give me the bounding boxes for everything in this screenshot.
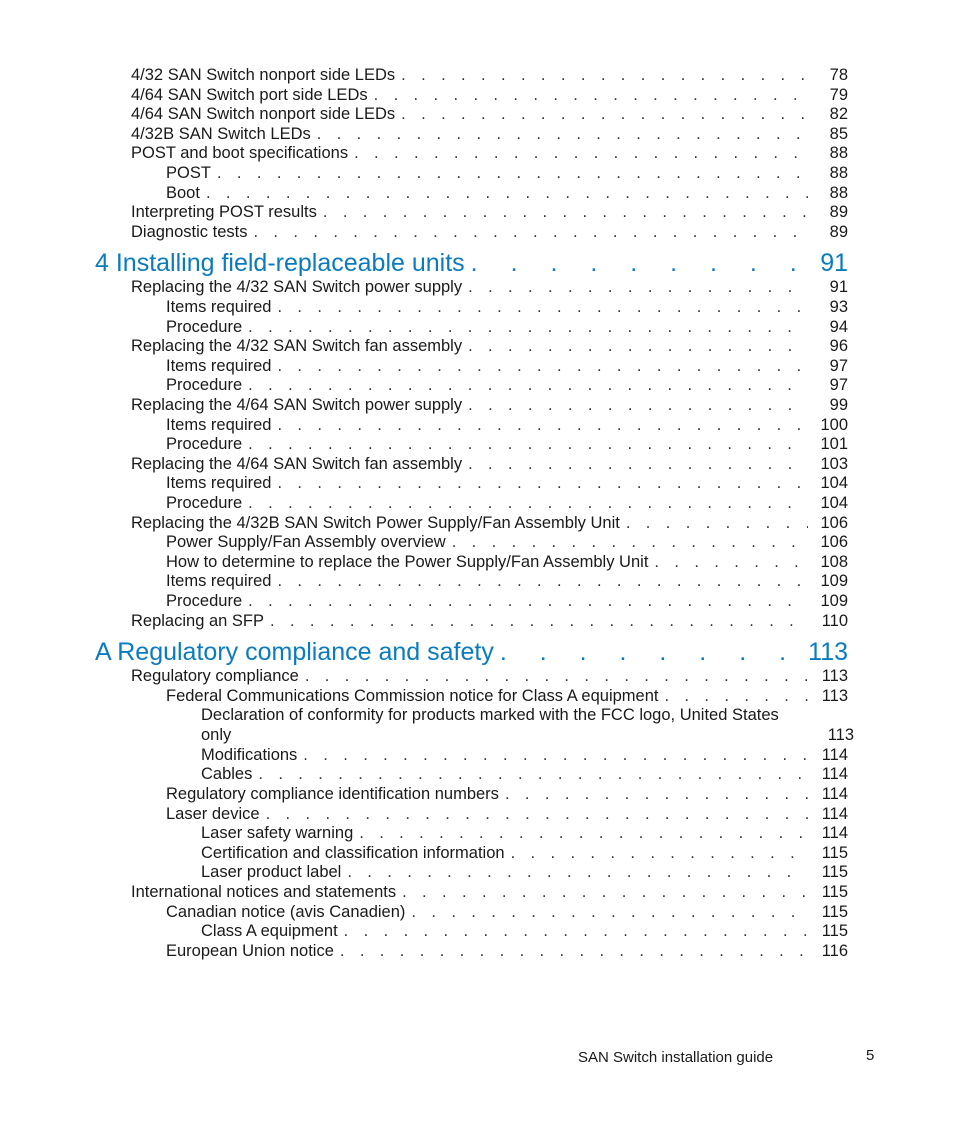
toc-entry[interactable] [166,493,848,513]
toc-entry[interactable] [131,124,848,144]
toc-entry-page: 115 [821,843,848,862]
toc-entry-page: 113 [827,726,854,745]
toc-dot-leader [626,513,808,533]
toc-entry-page: 79 [829,85,848,104]
toc-entry-title: Laser safety warning [201,824,354,843]
toc-entry-title: Cables [201,765,253,784]
toc-entry-title: Replacing the 4/32 SAN Switch fan assembly [131,337,463,356]
toc-entry-title: Boot [166,183,200,202]
toc-entry[interactable] [131,454,848,474]
toc-entry[interactable] [131,65,848,85]
toc-entry[interactable] [131,202,848,222]
toc-dot-leader [468,277,808,297]
toc-entry-page: 113 [821,667,848,686]
toc-dot-leader [248,493,808,513]
toc-entry[interactable] [201,823,848,843]
toc-entry-title: Items required [166,415,272,434]
toc-entry-page: 99 [829,396,848,414]
toc-entry-title: Replacing the 4/64 SAN Switch power supply [131,396,463,414]
toc-entry-page: 104 [820,494,848,512]
toc-entry-title: Replacing the 4/32B SAN Switch Power Supply/Fan Assembly Unit [131,513,620,532]
toc-entry[interactable] [131,395,848,415]
toc-dot-leader [258,764,808,784]
toc-entry-title: Replacing an SFP [131,611,264,630]
toc-dot-leader [277,415,808,435]
toc-dot-leader [248,317,808,337]
toc-dot-leader [359,823,808,843]
toc-entry[interactable] [201,843,848,863]
toc-entry-page: 78 [829,66,848,84]
toc-entry-page: 97 [829,356,848,375]
toc-dot-leader [471,247,800,279]
toc-dot-leader [303,745,808,765]
toc-entry[interactable] [166,375,848,395]
toc-entry[interactable] [131,513,848,533]
toc-entry-page: 115 [821,863,848,882]
toc-entry-page: 96 [829,337,848,356]
toc-entry[interactable] [166,532,848,552]
toc-entry-title: Federal Communications Commission notice for Class A equipment [166,686,659,705]
toc-dot-leader [347,862,808,882]
toc-dot-leader [323,202,808,222]
toc-chapter-entry[interactable] [95,636,848,668]
toc-entry-page: 88 [829,183,848,202]
toc-entry[interactable] [131,143,848,163]
toc-dot-leader [500,636,800,668]
toc-entry-title: Procedure [166,376,243,395]
toc-entry-page: 115 [821,902,848,921]
toc-entry-title: Procedure [166,435,243,454]
toc-dot-leader [468,395,808,415]
toc-dot-leader [664,686,808,706]
toc-dot-leader [266,804,808,824]
toc-dot-leader [317,124,808,144]
toc-entry-title: European Union notice [166,941,334,960]
toc-entry-page: 85 [829,124,848,143]
toc-dot-leader [654,552,808,572]
toc-entry[interactable] [166,163,848,183]
toc-dot-leader [270,611,808,631]
toc-entry[interactable] [166,415,848,435]
toc-entry-page: 89 [829,222,848,241]
toc-entry-page: 116 [821,941,848,960]
footer-page-number: 5 [866,1047,875,1064]
toc-entry-page: 89 [829,203,848,222]
toc-entry-page: 109 [820,592,848,610]
toc-dot-leader [248,434,808,454]
toc-entry-title: Modifications [201,745,298,764]
toc-entry-page: 93 [829,298,848,316]
toc-entry-title: Procedure [166,592,243,610]
toc-dot-leader [305,666,808,686]
toc-entry-page: 115 [821,922,848,941]
toc-entry-title: Items required [166,474,272,493]
toc-entry-title: Diagnostic tests [131,222,248,241]
toc-entry-title: Class A equipment [201,922,338,941]
toc-entry-page: 94 [829,317,848,336]
toc-entry-title: Interpreting POST results [131,203,317,222]
toc-entry[interactable] [131,336,848,356]
toc-dot-leader [505,784,808,804]
toc-entry-page: 101 [820,435,848,454]
toc-dot-leader [248,375,808,395]
toc-entry[interactable] [166,297,848,317]
toc-entry-title: 4/64 SAN Switch nonport side LEDs [131,105,396,124]
toc-entry-page: 115 [821,882,848,901]
toc-entry-title: Regulatory compliance [131,667,299,686]
toc-dot-leader [511,843,808,863]
toc-entry[interactable] [166,473,848,493]
toc-entry-page: 109 [820,572,848,591]
toc-entry[interactable] [166,183,848,203]
toc-entry-title: Canadian notice (avis Canadien) [166,902,406,921]
toc-entry-title: POST [166,164,211,182]
toc-entry-page: 97 [829,376,848,395]
toc-entry-page: 108 [820,552,848,571]
toc-entry-page: 103 [820,454,848,473]
toc-entry-page: 114 [821,804,848,823]
toc-entry-title: Replacing the 4/32 SAN Switch power supply [131,278,463,297]
toc-entry[interactable] [201,705,854,745]
toc-entry-title: Procedure [166,317,243,336]
toc-entry[interactable] [166,804,848,824]
toc-entry-title: 4/32B SAN Switch LEDs [131,124,311,143]
toc-dot-leader [452,532,808,552]
toc-entry[interactable] [166,902,848,922]
toc-dot-leader [277,473,808,493]
toc-dot-leader [277,297,808,317]
toc-dot-leader [468,454,808,474]
toc-entry[interactable] [131,277,848,297]
toc-entry[interactable] [166,784,848,804]
toc-dot-leader [402,882,808,902]
toc-entry[interactable] [166,941,848,961]
toc-dot-leader [401,65,808,85]
toc-entry-title: 4/64 SAN Switch port side LEDs [131,85,368,104]
toc-entry-page: 113 [808,638,848,667]
toc-entry-page: 104 [820,474,848,493]
toc-entry-page: 114 [821,765,848,784]
toc-dot-leader [344,921,808,941]
toc-dot-leader [468,336,808,356]
toc-entry[interactable] [166,571,848,591]
toc-entry-title: 4 Installing field-replaceable units [95,249,465,278]
toc-entry[interactable] [131,882,848,902]
toc-entry-page: 100 [820,415,848,434]
toc-entry-title: Items required [166,298,272,316]
toc-dot-leader [206,183,808,203]
toc-entry-title: 4/32 SAN Switch nonport side LEDs [131,66,396,84]
toc-dot-leader [253,222,808,242]
toc-entry[interactable] [131,104,848,124]
toc-entry-title: Certification and classification information [201,843,505,862]
toc-entry-page: 106 [820,513,848,532]
toc-entry[interactable] [166,317,848,337]
toc-entry[interactable] [166,686,848,706]
toc-entry-title: Items required [166,572,272,591]
toc-entry[interactable] [131,222,848,242]
toc-entry-title: A Regulatory compliance and safety [95,638,494,667]
toc-dot-leader [217,163,808,183]
toc-entry[interactable] [166,591,848,611]
toc-entry-title: POST and boot specifications [131,144,349,163]
toc-entry[interactable] [166,552,848,572]
toc-dot-leader [277,571,808,591]
toc-entry[interactable] [201,745,848,765]
toc-entry-page: 110 [821,611,848,630]
toc-entry-page: 114 [821,824,848,843]
toc-chapter-entry[interactable] [95,247,848,279]
toc-dot-leader [340,941,808,961]
toc-entry-title: Declaration of conformity for products marked with the FCC logo, United States only [201,706,779,745]
toc-entry[interactable] [201,921,848,941]
toc-entry-page: 113 [821,686,848,705]
toc-entry-page: 91 [820,249,848,278]
toc-entry-page: 106 [820,533,848,552]
toc-dot-leader [411,902,808,922]
toc-dot-leader [374,85,808,105]
toc-entry-page: 82 [829,105,848,124]
toc-entry-title: How to determine to replace the Power Supply/Fan Assembly Unit [166,552,649,571]
toc-entry[interactable] [166,356,848,376]
toc-entry-title: Laser device [166,804,260,823]
toc-entry-page: 88 [829,164,848,182]
toc-entry[interactable] [131,611,848,631]
toc-entry-title: Items required [166,356,272,375]
toc-dot-leader [401,104,808,124]
toc-entry[interactable] [201,862,848,882]
toc-dot-leader [354,143,808,163]
toc-entry-title: Procedure [166,494,243,512]
toc-entry-page: 88 [829,144,848,163]
toc-entry-page: 114 [821,745,848,764]
toc-entry-title: Power Supply/Fan Assembly overview [166,533,446,552]
toc-entry[interactable] [131,85,848,105]
toc-entry[interactable] [166,434,848,454]
toc-dot-leader [277,356,808,376]
toc-entry-page: 91 [829,278,848,297]
toc-entry[interactable] [131,666,848,686]
toc-dot-leader [248,591,808,611]
footer-document-title: SAN Switch installation guide [578,1049,774,1066]
toc-entry-title: Regulatory compliance identification numbers [166,784,499,803]
toc-entry-title: International notices and statements [131,882,397,901]
toc-entry[interactable] [201,764,848,784]
toc-entry-page: 114 [821,784,848,803]
toc-entry-title: Laser product label [201,863,342,882]
toc-entry-title: Replacing the 4/64 SAN Switch fan assembly [131,454,463,473]
